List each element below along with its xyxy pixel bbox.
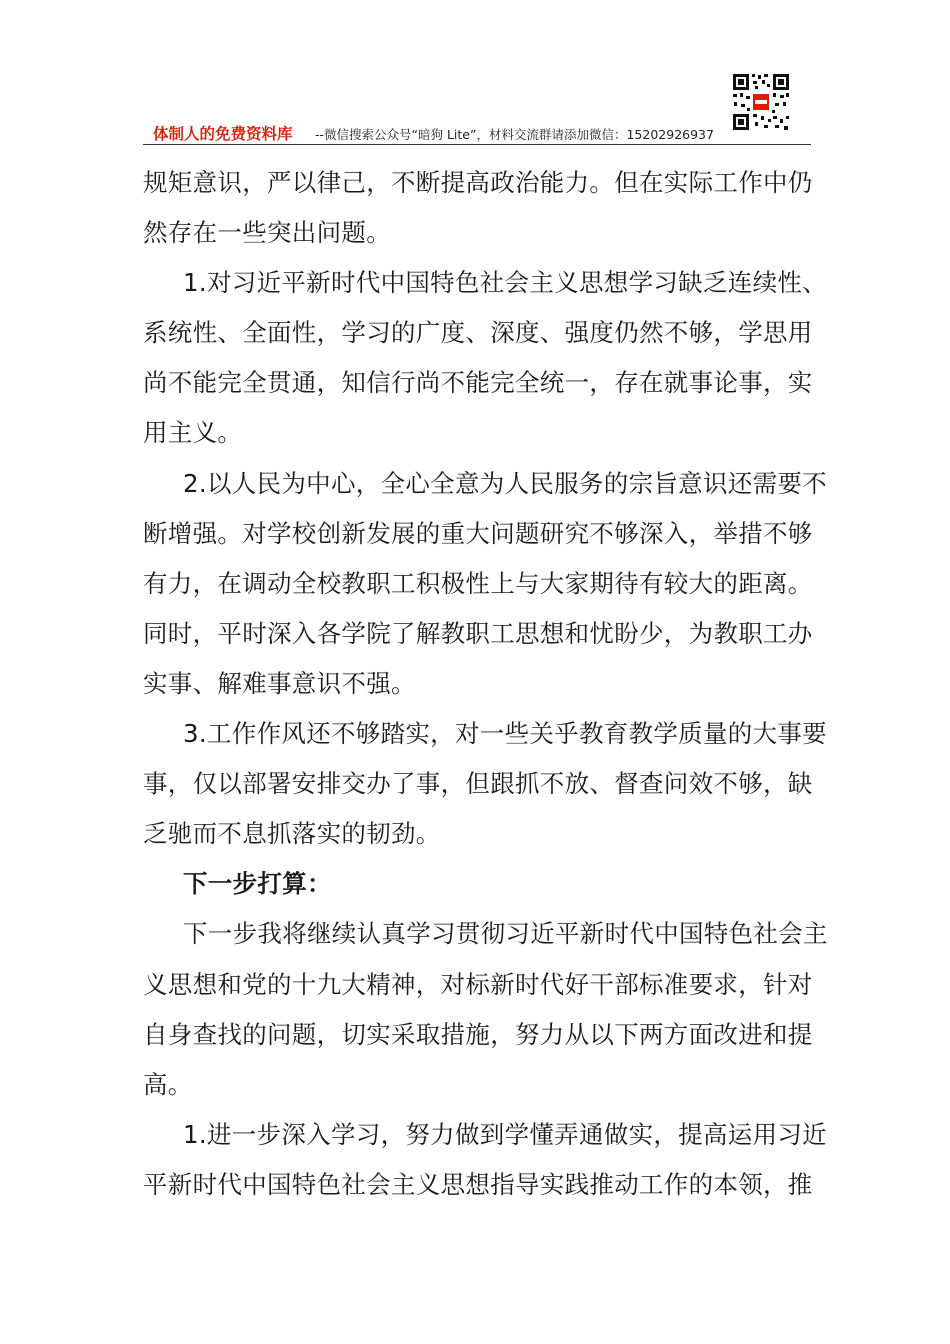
text-line: 2.以人民为中心，全心全意为人民服务的宗旨意识还需要不 <box>183 468 827 498</box>
text-line: 高。 <box>143 1069 193 1099</box>
paragraph-plan-1 <box>143 1110 827 1210</box>
header-slogan: --微信搜索公众号“暗狗 Lite”，材料交流群请添加微信：15202926937 <box>315 127 714 142</box>
paragraph-plan-intro <box>143 909 828 1109</box>
paragraph-continuation <box>143 158 813 258</box>
paragraph-problem-1 <box>143 258 827 458</box>
text-line: 规矩意识，严以律己，不断提高政治能力。但在实际工作中仍 <box>143 168 813 197</box>
text-line: 尚不能完全贯通，知信行尚不能完全统一，存在就事论事，实 <box>143 368 813 398</box>
text-line: 1.进一步深入学习，努力做到学懂弄通做实，提高运用习近 <box>183 1119 827 1149</box>
text-line: 义思想和党的十九大精神，对标新时代好干部标准要求，针对 <box>143 969 813 999</box>
text-line: 同时，平时深入各学院了解教职工思想和忧盼少，为教职工办 <box>143 618 813 648</box>
heading-next-steps: 下一步打算： <box>183 869 332 899</box>
section-heading <box>143 859 809 909</box>
text-line: 用主义。 <box>143 418 243 448</box>
text-line: 平新时代中国特色社会主义思想指导实践推动工作的本领，推 <box>143 1169 813 1199</box>
paragraph-problem-2 <box>143 459 827 709</box>
text-line: 实事、解难事意识不强。 <box>143 668 416 698</box>
text-line: 3.工作作风还不够踏实，对一些关乎教育教学质量的大事要 <box>183 719 827 749</box>
text-line: 下一步我将继续认真学习贯彻习近平新时代中国特色社会主 <box>183 919 828 949</box>
text-line: 事，仅以部署安排交办了事，但跟抓不放、督查问效不够，缺 <box>143 769 813 799</box>
text-line: 然存在一些突出问题。 <box>143 218 391 248</box>
paragraph-problem-3 <box>143 709 827 859</box>
text-line: 有力，在调动全校教职工积极性上与大家期待有较大的距离。 <box>143 568 813 598</box>
text-line: 断增强。对学校创新发展的重大问题研究不够深入，举措不够 <box>143 518 813 548</box>
text-line: 乏驰而不息抓落实的韧劲。 <box>143 819 441 849</box>
document-body <box>143 158 828 1210</box>
page-header <box>143 118 811 145</box>
text-line: 系统性、全面性，学习的广度、深度、强度仍然不够，学思用 <box>143 318 813 348</box>
brand-title: 体制人的免费资料库 <box>153 125 293 143</box>
text-line: 自身查找的问题，切实采取措施，努力从以下两方面改进和提 <box>143 1019 813 1049</box>
text-line: 1.对习近平新时代中国特色社会主义思想学习缺乏连续性、 <box>183 268 827 298</box>
